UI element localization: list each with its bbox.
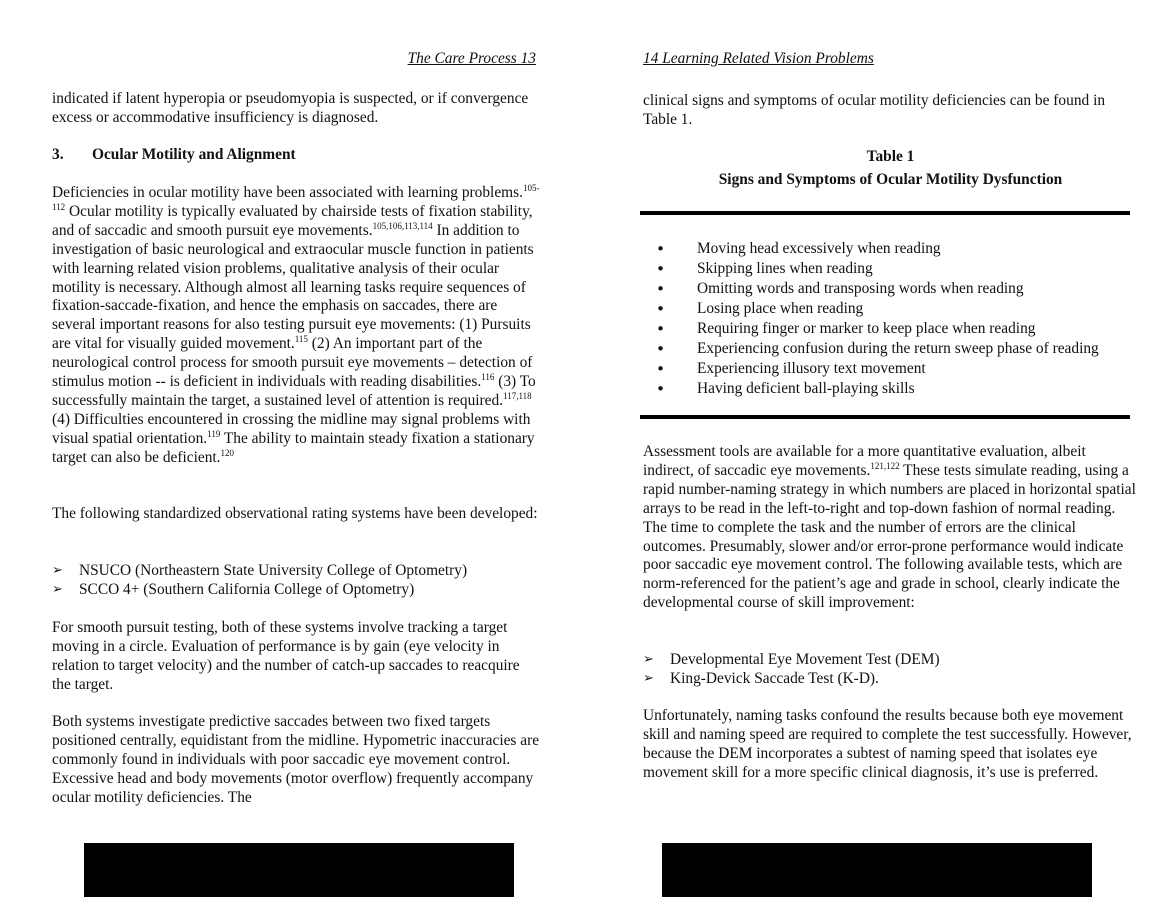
assessment-paragraph: Assessment tools are available for a more quantitative evaluation, albeit indirect, of saccadic eye movements.$^{121,122}$ These tests simulate reading, using a rapid number-naming strategy in which numbers are placed in horizontal spatial arrays to be read in the left-to-right and top-down fashion of normal reading. The time to complete the task and the number of errors are the clinical outcomes. Presumably, slower and/or error-prone performance would indicate poor saccadic eye movement control. The following available tests, which are norm-referenced for the patient’s age and grade in school, clearly indicate the developmental course of skill improvement: xyxy=(643,443,1136,612)
table-label: Table 1 xyxy=(866,148,915,165)
section-number: 3. xyxy=(52,146,64,163)
motility-paragraph: Deficiencies in ocular motility have been associated with learning problems.$^{105-112}$ Ocular motility is typically evaluated by chairside tests of fixation stability, and of saccadic and smooth pursuit eye movements.$^{105,106,113,114}$ In addition to investigation of basic neurological and extraocular muscle function in patients with learning related vision problems, qualitative analysis of their ocular motility is necessary. Although almost all learning tasks require sequences of fixation-saccade-fixation, and hence the emphasis on saccades, there are several important reasons for also testing pursuit eye movements: (1) Pursuits are vital for visually guided movement.$^{115}$ (2) An important part of the neurological control process for smooth pursuit eye movements – detection of stimulus motion -- is deficient in individuals with reading disabilities.$^{116}$ (3) To successfully maintain the target, a sustained level of attention is required.$^{117,118}$ (4) Difficulties encountered in crossing the midline may signal problems with visual spatial orientation.$^{119}$ The ability to maintain steady fixation a stationary target can also be deficient.$^{120}$ xyxy=(52,183,540,466)
citation-120: 120 xyxy=(220,447,235,458)
list-item: • Experiencing confusion during the return sweep phase of reading xyxy=(643,339,1138,359)
intro-paragraph-right: clinical signs and symptoms of ocular motility deficiencies can be found in Table 1. xyxy=(643,92,1106,128)
section-title: Ocular Motility and Alignment xyxy=(92,146,296,163)
rating-systems-list xyxy=(52,562,542,600)
list-item: • Having deficient ball-playing skills xyxy=(643,379,1138,399)
citation-121-122: 121,122 xyxy=(870,460,900,471)
list-item: ➢ King-Devick Saccade Test (K-D). xyxy=(643,670,1138,689)
running-head-left: The Care Process 13 xyxy=(407,50,536,67)
left-page xyxy=(52,0,542,907)
list-item: ➢ NSUCO (Northeastern State University College of Optometry) xyxy=(52,562,542,581)
list-item: • Omitting words and transposing words when reading xyxy=(643,279,1138,299)
pursuit-paragraph: For smooth pursuit testing, both of these systems involve tracking a target moving in a circle. Evaluation of performance is by gain (eye velocity in relation to target velocity) and the number of catch-up saccades to reacquire the target. xyxy=(52,619,520,693)
citation-105-114: 105,106,113,114 xyxy=(372,220,433,231)
redacted-block-left xyxy=(84,843,514,897)
table-title: Signs and Symptoms of Ocular Motility Dysfunction xyxy=(718,171,1063,188)
list-item: ➢ Developmental Eye Movement Test (DEM) xyxy=(643,651,1138,670)
citation-119: 119 xyxy=(207,428,221,439)
citation-105-112: 105-112 xyxy=(52,183,540,212)
citation-117-118: 117,118 xyxy=(503,390,532,401)
right-page xyxy=(643,0,1138,907)
redacted-block-right xyxy=(662,843,1092,897)
saccades-paragraph: Both systems investigate predictive saccades between two fixed targets positioned centrally, equidistant from the midline. Hypometric inaccuracies are commonly found in individuals with poor saccadic eye movement control. Excessive head and body movements (motor overflow) frequently accompany ocular motility deficiencies. The xyxy=(52,713,540,806)
tests-list xyxy=(643,651,1138,689)
list-item: • Experiencing illusory text movement xyxy=(643,359,1138,379)
table-bottom-rule xyxy=(640,415,1130,419)
list-item: • Moving head excessively when reading xyxy=(643,239,1138,259)
signs-list xyxy=(643,239,1138,399)
citation-116: 116 xyxy=(481,372,495,383)
table-top-rule xyxy=(640,211,1130,215)
section-heading xyxy=(52,146,296,165)
intro-paragraph-left: indicated if latent hyperopia or pseudomyopia is suspected, or if convergence excess or accommodative insufficiency is diagnosed. xyxy=(52,90,529,126)
list-item: • Requiring finger or marker to keep place when reading xyxy=(643,319,1138,339)
naming-tasks-paragraph: Unfortunately, naming tasks confound the results because both eye movement skill and naming speed are required to complete the test successfully. However, because the DEM incorporates a subtest of naming speed that isolates eye movement skill for a more specific clinical diagnosis, it’s use is preferred. xyxy=(643,707,1132,781)
rating-systems-intro: The following standardized observational rating systems have been developed: xyxy=(52,505,538,522)
list-item: • Skipping lines when reading xyxy=(643,259,1138,279)
running-head-right: 14 Learning Related Vision Problems xyxy=(643,50,874,67)
citation-115: 115 xyxy=(294,334,308,345)
list-item: • Losing place when reading xyxy=(643,299,1138,319)
list-item: ➢ SCCO 4+ (Southern California College of Optometry) xyxy=(52,581,542,600)
